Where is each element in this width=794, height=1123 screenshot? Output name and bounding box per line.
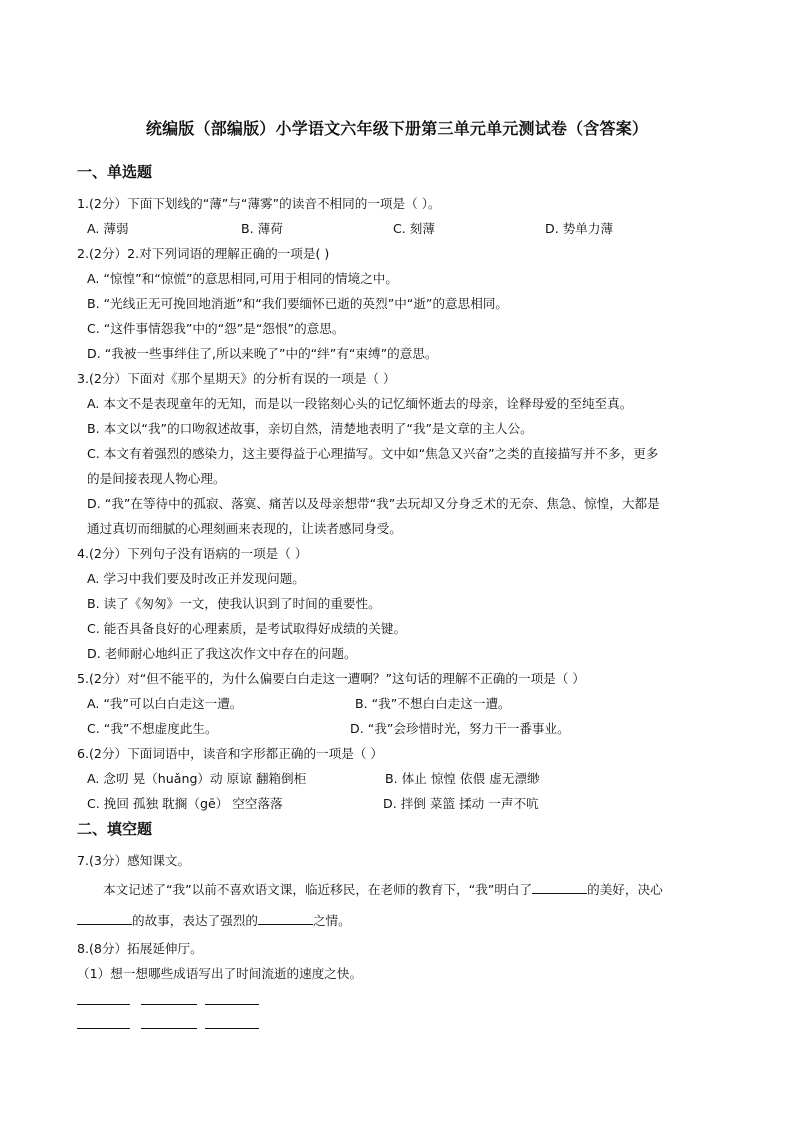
q1-option-d: D. 势单力薄 (545, 221, 614, 236)
q3-option-a: A. 本文不是表现童年的无知，而是以一段铭刻心头的记忆缅怀逝去的母亲，诠释母爱的至纯至真。 (87, 396, 633, 411)
q8-answer-blank[interactable] (141, 1028, 197, 1029)
q4-stem: 4.(2分）下列句子没有语病的一项是（ ） (77, 546, 308, 561)
q2-option-d: D. “我被一些事绊住了,所以来晚了”中的“绊”有“束缚”的意思。 (87, 346, 438, 361)
q6-option-a: A. 念叨 晃（huǎng）动 原谅 翻箱倒柜 (87, 771, 307, 786)
q2-stem: 2.(2分）2.对下列词语的理解正确的一项是( ) (77, 246, 330, 261)
q8-answer-blank[interactable] (205, 1028, 259, 1029)
q3-option-d-line1: D. “我”在等待中的孤寂、落寞、痛苦以及母亲想带“我”去玩却又分身乏术的无奈、焦急、惊惶，大都是 (87, 496, 660, 511)
q4-option-b: B. 读了《匆匆》一文，使我认识到了时间的重要性。 (87, 596, 381, 611)
q8-sub1: （1）想一想哪些成语写出了时间流逝的速度之快。 (77, 966, 363, 981)
q8-answer-blank[interactable] (141, 1004, 197, 1005)
q8-answer-blank[interactable] (77, 1004, 130, 1005)
q4-option-d: D. 老师耐心地纠正了我这次作文中存在的问题。 (87, 646, 357, 661)
q2-option-b: B. “光线正无可挽回地消逝”和“我们要缅怀已逝的英烈”中“逝”的意思相同。 (87, 296, 509, 311)
q7-paragraph-line2 (77, 912, 351, 930)
q5-stem: 5.(2分）对“但不能平的，为什么偏要白白走这一遭啊？”这句话的理解不正确的一项是（ ） (77, 671, 585, 686)
q7-blank-2[interactable] (77, 912, 132, 925)
q4-option-c: C. 能否具备良好的心理素质，是考试取得好成绩的关键。 (87, 621, 407, 636)
q6-option-c: C. 挽回 孤独 耽搁（gē） 空空落落 (87, 796, 283, 811)
q8-stem: 8.(8分）拓展延伸厅。 (77, 941, 203, 956)
q5-option-b: B. “我”不想白白走这一遭。 (355, 696, 511, 711)
q7-text-1: 本文记述了“我”以前不喜欢语文课，临近移民，在老师的教育下，“我”明白了 (103, 882, 533, 897)
q3-option-c-line2: 的是间接表现人物心理。 (87, 471, 226, 486)
q7-paragraph-line1 (103, 881, 663, 899)
q7-blank-1[interactable] (532, 881, 587, 894)
q8-answer-blank[interactable] (77, 1028, 130, 1029)
q3-stem: 3.(2分）下面对《那个星期天》的分析有误的一项是（ ） (77, 371, 396, 386)
section-single-choice: 一、单选题 (77, 163, 153, 181)
q7-text-2: 的美好，决心 (587, 882, 663, 897)
q1-option-b: B. 薄荷 (241, 221, 283, 236)
q1-stem: 1.(2分）下面下划线的“薄”与“薄雾”的读音不相同的一项是（ ）。 (77, 196, 441, 211)
section-fill-blank: 二、填空题 (77, 820, 153, 838)
q7-stem: 7.(3分）感知课文。 (77, 853, 191, 868)
q7-blank-3[interactable] (258, 912, 313, 925)
q5-option-c: C. “我”不想虚度此生。 (87, 721, 218, 736)
q1-option-c: C. 刻薄 (393, 221, 435, 236)
q2-option-c: C. “这件事情怨我”中的“怨”是“怨恨”的意思。 (87, 321, 345, 336)
q1-option-a: A. 薄弱 (87, 221, 129, 236)
q7-text-3: 的故事，表达了强烈的 (132, 913, 258, 928)
page-title: 统编版（部编版）小学语文六年级下册第三单元单元测试卷（含答案） (145, 119, 649, 138)
q3-option-b: B. 本文以“我”的口吻叙述故事，亲切自然，清楚地表明了“我”是文章的主人公。 (87, 421, 533, 436)
q8-answer-blank[interactable] (205, 1004, 259, 1005)
q3-option-d-line2: 通过真切而细腻的心理刻画来表现的，让读者感同身受。 (87, 521, 402, 536)
q5-option-a: A. “我”可以白白走这一遭。 (87, 696, 243, 711)
q2-option-a: A. “惊惶”和“惊慌”的意思相同,可用于相同的情境之中。 (87, 271, 398, 286)
q6-option-d: D. 拌倒 菜篮 揉动 一声不吭 (383, 796, 539, 811)
q6-stem: 6.(2分）下面词语中，读音和字形都正确的一项是（ ） (77, 746, 384, 761)
q7-text-4: 之情。 (312, 913, 351, 928)
q4-option-a: A. 学习中我们要及时改正并发现问题。 (87, 571, 305, 586)
q5-option-d: D. “我”会珍惜时光，努力干一番事业。 (350, 721, 570, 736)
q6-option-b: B. 体止 惊惶 依偎 虚无漂缈 (385, 771, 540, 786)
q3-option-c-line1: C. 本文有着强烈的感染力，这主要得益于心理描写。文中如“焦急又兴奋”之类的直接描写并不多，更多 (87, 446, 659, 461)
